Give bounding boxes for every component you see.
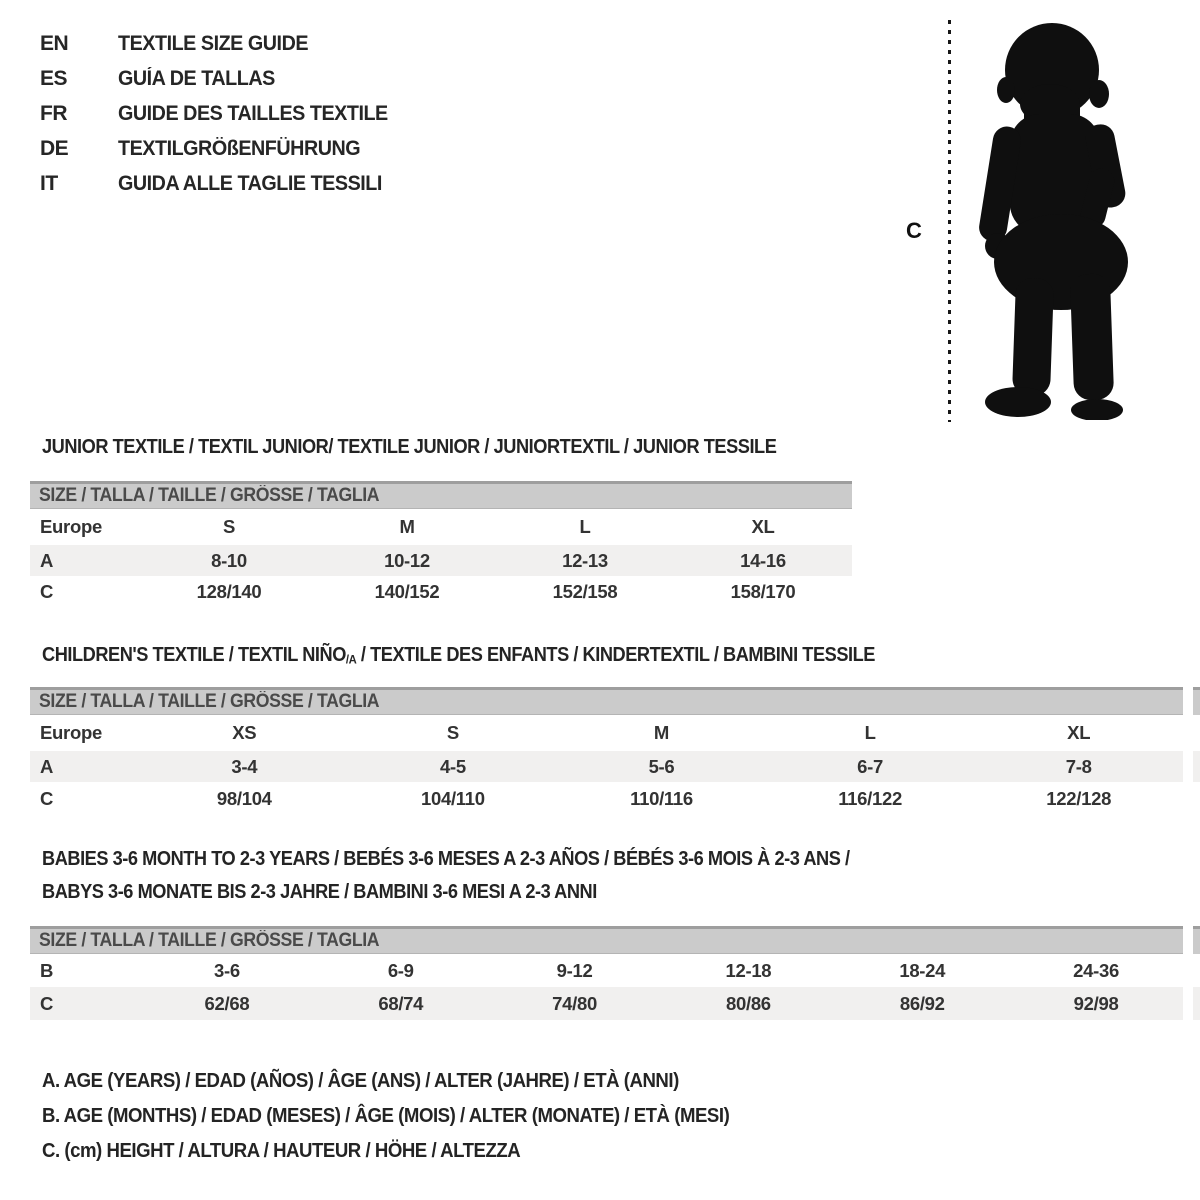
table-cell: 92/98 — [1073, 992, 1119, 1014]
column-header-region: Europe — [40, 722, 102, 743]
table-cell: 9-12 — [556, 959, 593, 981]
table-cell: 24-36 — [1073, 959, 1119, 981]
table-cell: 62/68 — [204, 992, 250, 1014]
column-header-size: XL — [751, 516, 775, 537]
children-row-age — [30, 751, 1183, 782]
language-row — [40, 131, 405, 166]
table-cell: 122/128 — [1046, 787, 1112, 809]
row-label: B — [40, 959, 54, 981]
row-label: A — [40, 549, 54, 571]
language-code: IT — [40, 171, 58, 195]
table-cell: 110/116 — [630, 787, 693, 809]
size-header-bar — [30, 481, 852, 509]
language-row — [40, 166, 405, 201]
column-header-size: M — [653, 722, 670, 743]
size-header-bar — [30, 926, 1183, 954]
table-cell: 7-8 — [1065, 755, 1092, 777]
table-cell: 6-7 — [857, 755, 884, 777]
language-row — [40, 26, 405, 61]
table-cell: 12-18 — [725, 959, 772, 981]
row-label: C — [40, 992, 54, 1014]
table-cell: 116/122 — [838, 787, 902, 809]
babies-size-table — [30, 926, 1183, 1020]
children-size-table — [30, 687, 1183, 815]
column-header-size: S — [222, 516, 236, 537]
table-edge-sliver — [1193, 751, 1200, 782]
language-code: FR — [40, 101, 67, 125]
size-header-text: SIZE / TALLA / TAILLE / GRÖSSE / TAGLIA — [39, 485, 380, 506]
babies-section-title — [42, 843, 850, 909]
language-title: GUÍA DE TALLAS — [118, 66, 275, 90]
table-cell: 12-13 — [562, 549, 608, 571]
table-cell: 80/86 — [726, 992, 771, 1014]
legend-line-b: B. AGE (MONTHS) / EDAD (MESES) / ÂGE (MOIS) / ALTER (MONATE) / ETÀ (MESI) — [42, 1105, 730, 1127]
table-edge-sliver — [1193, 687, 1200, 715]
size-header-bar — [30, 687, 1183, 715]
babies-title-line1: BABIES 3-6 MONTH TO 2-3 YEARS / BEBÉS 3-6 MESES A 2-3 AÑOS / BÉBÉS 3-6 MOIS À 2-3 ANS / — [42, 848, 850, 870]
table-cell: 98/104 — [216, 787, 272, 809]
table-cell: 8-10 — [211, 549, 247, 571]
table-cell: 68/74 — [378, 992, 424, 1014]
babies-row-height — [30, 987, 1183, 1020]
babies-row-age — [30, 954, 1183, 987]
table-edge-sliver — [1193, 926, 1200, 954]
table-cell: 152/158 — [552, 580, 618, 602]
table-cell: 86/92 — [899, 992, 945, 1014]
table-cell: 5-6 — [648, 755, 675, 777]
height-dashed-line — [948, 20, 951, 422]
toddler-silhouette-icon — [964, 16, 1144, 420]
language-code: DE — [40, 136, 69, 160]
legend-line-a: A. AGE (YEARS) / EDAD (AÑOS) / ÂGE (ANS) / ALTER (JAHRE) / ETÀ (ANNI) — [42, 1070, 679, 1092]
column-header-size: S — [446, 722, 459, 743]
height-measure-label: C — [906, 218, 922, 243]
row-label: A — [40, 755, 54, 777]
table-cell: 74/80 — [552, 992, 597, 1014]
height-measure-figure — [898, 12, 1160, 426]
row-label: C — [40, 787, 54, 809]
language-title: TEXTILE SIZE GUIDE — [118, 31, 309, 55]
row-label: C — [40, 580, 54, 602]
column-header-size: L — [864, 722, 876, 743]
column-header-size: M — [399, 516, 415, 537]
language-row — [40, 96, 405, 131]
table-cell: 18-24 — [899, 959, 946, 981]
children-row-height — [30, 782, 1183, 815]
language-row — [40, 61, 405, 96]
language-block — [40, 26, 405, 201]
table-cell: 14-16 — [740, 549, 786, 571]
children-header-row — [30, 715, 1183, 751]
table-cell: 10-12 — [384, 549, 430, 571]
size-header-text: SIZE / TALLA / TAILLE / GRÖSSE / TAGLIA — [39, 930, 380, 951]
column-header-size: XS — [232, 722, 257, 743]
table-cell: 104/110 — [421, 787, 485, 809]
children-title-text: / TEXTILE DES ENFANTS / KINDERTEXTIL / BAMBINI TESSILE — [356, 644, 875, 666]
table-cell: 3-6 — [213, 959, 240, 981]
table-cell: 158/170 — [730, 580, 796, 602]
table-cell: 4-5 — [439, 755, 466, 777]
language-title: GUIDE DES TAILLES TEXTILE — [118, 101, 388, 125]
children-title-subscript: /A — [345, 652, 357, 667]
junior-section-title: JUNIOR TEXTILE / TEXTIL JUNIOR/ TEXTILE JUNIOR / JUNIORTEXTIL / JUNIOR TESSILE — [42, 436, 777, 458]
junior-row-age — [30, 545, 852, 576]
table-cell: 128/140 — [196, 580, 262, 602]
column-header-region: Europe — [40, 516, 102, 537]
junior-header-row — [30, 509, 852, 545]
table-cell: 3-4 — [231, 755, 258, 777]
children-section-title — [42, 644, 875, 667]
junior-row-height — [30, 576, 852, 607]
table-cell: 140/152 — [374, 580, 440, 602]
table-edge-sliver — [1193, 987, 1200, 1020]
column-header-size: L — [579, 516, 591, 537]
children-title-text: CHILDREN'S TEXTILE / TEXTIL NIÑO — [42, 644, 346, 666]
table-cell: 6-9 — [387, 959, 414, 981]
column-header-size: XL — [1067, 722, 1091, 743]
junior-size-table — [30, 481, 852, 607]
babies-title-line2: BABYS 3-6 MONATE BIS 2-3 JAHRE / BAMBINI 3-6 MESI A 2-3 ANNI — [42, 881, 597, 903]
legend-line-c: C. (cm) HEIGHT / ALTURA / HAUTEUR / HÖHE / ALTEZZA — [42, 1140, 521, 1162]
language-code: ES — [40, 66, 68, 90]
language-code: EN — [40, 31, 69, 55]
language-title: TEXTILGRÖßENFÜHRUNG — [118, 136, 361, 160]
legend-block — [42, 1064, 781, 1169]
size-header-text: SIZE / TALLA / TAILLE / GRÖSSE / TAGLIA — [39, 691, 380, 712]
language-title: GUIDA ALLE TAGLIE TESSILI — [118, 171, 382, 195]
